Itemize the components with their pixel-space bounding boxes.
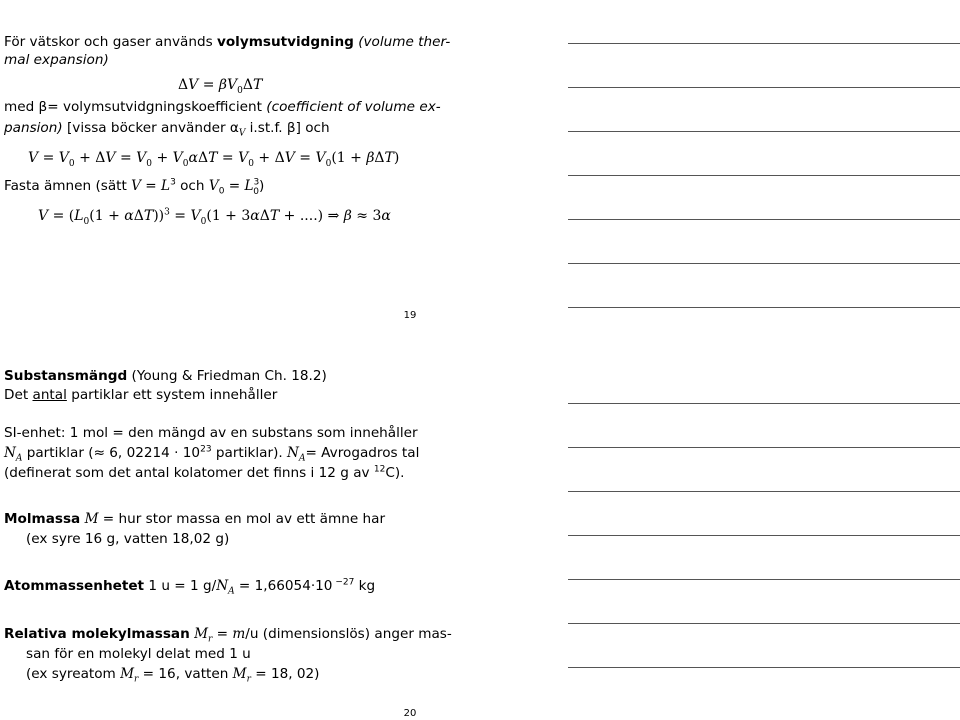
equation-v-expansion: $V = V_0 + \Delta V = V_0 + V_0\alpha\Delta T = V_0 + \Delta V = V_0(1 + \beta\Delta T)$ <box>28 150 400 169</box>
note-line <box>568 131 960 132</box>
slide-19-content <box>0 0 560 360</box>
si-unit-line3: (definerat som det antal kolatomer det finns i 12 g av $^{12}$C). <box>4 464 405 481</box>
para-solids: Fasta ämnen (sätt $V = L^3$ och $V_0 = L^3_0$) <box>4 177 265 197</box>
page-number: 20 <box>403 708 417 719</box>
note-line <box>568 219 960 220</box>
note-line <box>568 447 960 448</box>
atommassenhet-line: Atommassenhetet 1 u = 1 $g/N_A = 1,66054\cdot 10$ $^{-27}$ kg <box>4 577 376 597</box>
notes-lines <box>568 0 960 360</box>
term-relativa-molekylmassan: Relativa molekylmassan <box>4 626 190 642</box>
note-line <box>568 535 960 536</box>
heading-reference: (Young & Friedman Ch. 18.2) <box>127 368 327 384</box>
para-coefficient-line1 <box>4 97 441 117</box>
underlined-word: antal <box>32 387 67 403</box>
note-line <box>568 263 960 264</box>
note-line <box>568 623 960 624</box>
para-coefficient-line2 <box>4 118 330 138</box>
note-line <box>568 175 960 176</box>
definition-line <box>4 385 277 405</box>
term-atommassenhet: Atommassenhetet <box>4 578 145 594</box>
term-molmassa: Molmassa <box>4 511 81 527</box>
text: med β= volymsutvidgningskoefficient <box>4 99 267 115</box>
text: i.st.f. β] och <box>245 120 330 136</box>
text: [vissa böcker använder α <box>62 120 239 136</box>
term-volymsutvidgning: volymsutvidgning <box>216 34 354 50</box>
molmassa-line: Molmassa M = hur stor massa en mol av ett ämne har <box>4 511 386 527</box>
term-english: (volume ther- <box>353 34 451 50</box>
relativ-molekylmassa-line2: san för en molekyl delat med 1 u <box>26 646 251 662</box>
note-line <box>568 403 960 404</box>
page-number: 19 <box>403 310 417 321</box>
text: För vätskor och gaser används <box>4 34 217 50</box>
text-italic: pansion) <box>4 120 63 136</box>
relativ-molekylmassa-line1: Relativa molekylmassan $M_r = m/u$ (dimensionslös) anger mas- <box>4 626 452 645</box>
heading-substansmangd <box>4 366 327 386</box>
relativ-molekylmassa-line3: (ex syreatom $M_r = 16$, vatten $M_r = 18$, 02) <box>26 666 320 685</box>
subscript: V <box>238 128 246 139</box>
slide-20 <box>0 360 960 720</box>
note-line <box>568 43 960 44</box>
si-unit-line1: SI-enhet: 1 mol = den mängd av en substans som innehåller <box>4 425 418 441</box>
molmassa-example: (ex syre 16 g, vatten 18,02 g) <box>26 531 230 547</box>
note-line <box>568 307 960 308</box>
note-line <box>568 579 960 580</box>
si-unit-line2: $N_A$ partiklar (≈ 6, $02214 \cdot 10^{23}$ partiklar). $N_A=$ Avrogadros tal <box>4 444 420 464</box>
text: Det <box>4 387 33 403</box>
note-line <box>568 491 960 492</box>
note-line <box>568 667 960 668</box>
heading-bold: Substansmängd <box>4 368 128 384</box>
text: partiklar ett system innehåller <box>66 387 278 403</box>
notes-lines <box>568 360 960 720</box>
note-line <box>568 87 960 88</box>
text-italic: (coefficient of volume ex- <box>266 99 441 115</box>
para-volume-expansion-line2: mal expansion) <box>4 52 109 68</box>
para-volume-expansion-line1 <box>4 32 450 52</box>
slide-20-content <box>0 360 560 720</box>
equation-delta-v: $\Delta V = \beta V_0\Delta T$ <box>178 77 263 96</box>
equation-solid-beta: $V = (L_0(1 + \alpha\Delta T))^3 = V_0(1 + 3\alpha\Delta T$ + ....) ⇒ β ≈ 3α <box>38 207 391 227</box>
